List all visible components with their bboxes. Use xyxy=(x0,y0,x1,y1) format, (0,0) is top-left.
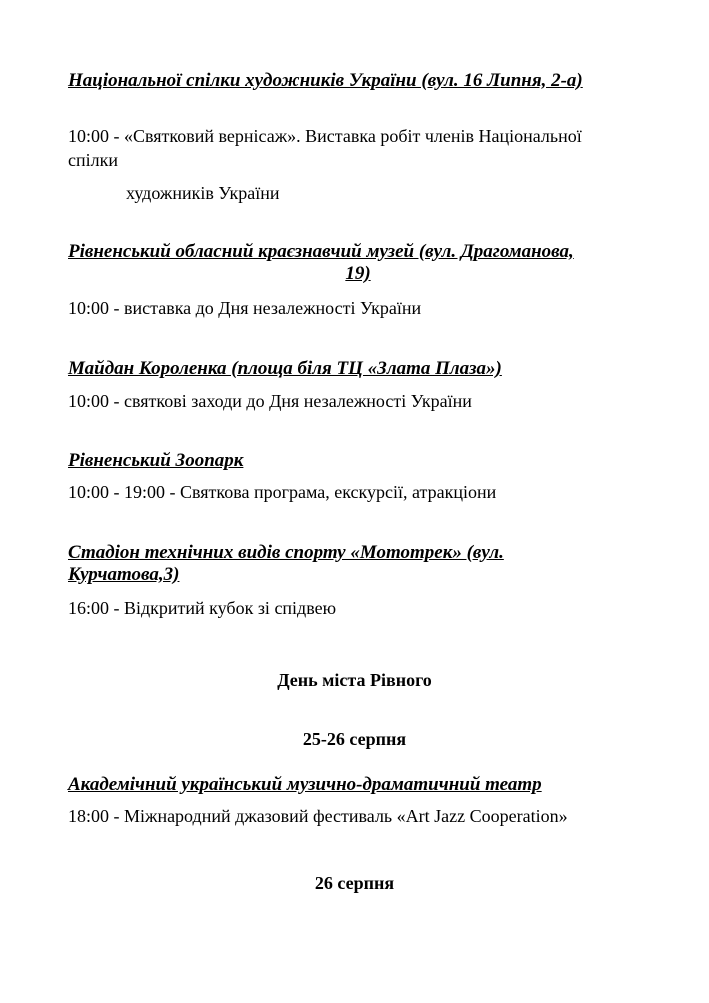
venue-heading-museum-part2: 19) xyxy=(345,263,371,284)
event-line-jazz-festival: 18:00 - Міжнародний джазовий фестиваль «Art Jazz Cooperation» xyxy=(68,806,568,826)
event-line-korolenko: 10:00 - святкові заходи до Дня незалежності України xyxy=(68,391,472,411)
venue-heading-museum-part1: Рівненський обласний краєзнавчий музей (вул. Драгоманова, xyxy=(68,241,574,262)
city-day-dates-25-26: 25-26 серпня xyxy=(302,729,407,749)
city-day-dates-26: 26 серпня xyxy=(314,873,395,893)
event-line-zoo: 10:00 - 19:00 - Святкова програма, екскурсії, атракціони xyxy=(68,482,497,502)
event-line-vernissage-cont: художників України xyxy=(126,183,280,203)
venue-heading-korolenko-square: Майдан Короленка (площа біля ТЦ «Злата Плаза») xyxy=(68,358,502,379)
event-line-vernissage: 10:00 - «Святковий вернісаж». Виставка робіт членів Національної спілки xyxy=(68,126,582,170)
venue-heading-museum xyxy=(68,241,648,285)
event-line-speedway: 16:00 - Відкритий кубок зі спідвею xyxy=(68,598,337,618)
city-day-title: День міста Рівного xyxy=(277,670,432,690)
venue-heading-zoo: Рівненський Зоопарк xyxy=(68,450,244,471)
venue-heading-mototrek: Стадіон технічних видів спорту «Мототрек» (вул. Курчатова,3) xyxy=(68,542,504,585)
venue-heading-artists-union: Національної спілки художників України (вул. 16 Липня, 2-а) xyxy=(68,70,583,91)
venue-heading-theatre: Академічний український музично-драматичний театр xyxy=(68,774,542,795)
event-line-museum: 10:00 - виставка до Дня незалежності України xyxy=(68,298,422,318)
